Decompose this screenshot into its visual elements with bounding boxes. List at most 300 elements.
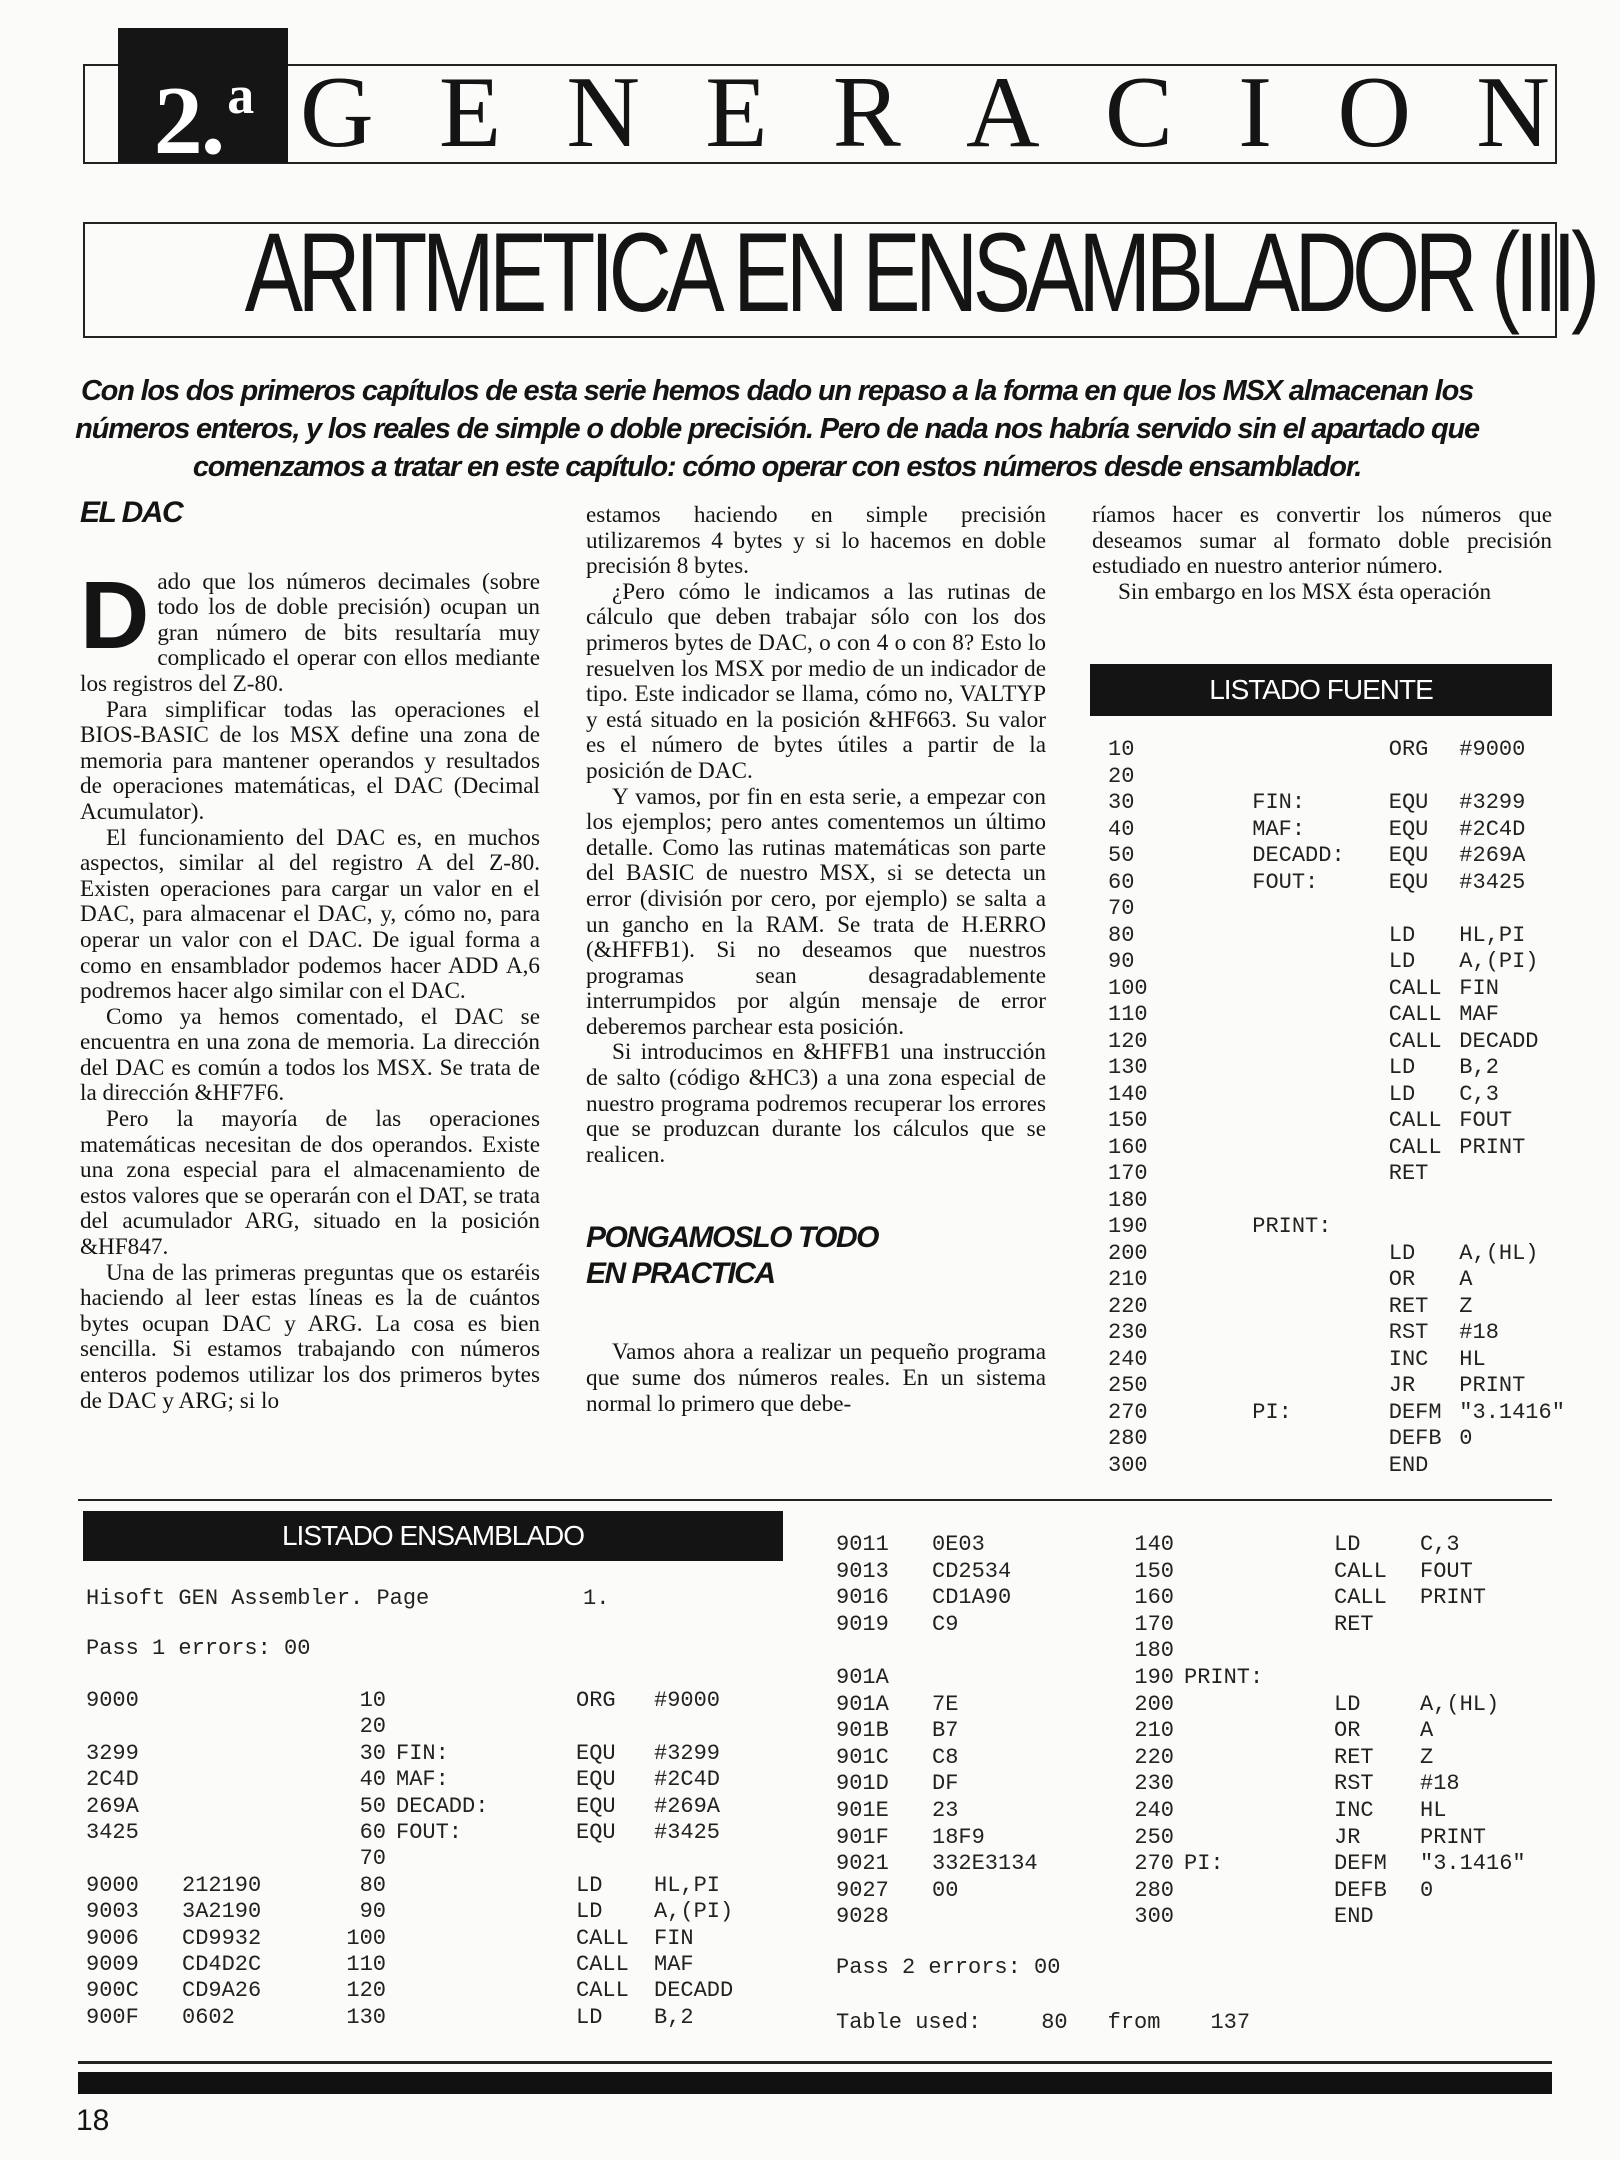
assembled-arg [1420,1638,1570,1665]
assembled-line [86,2005,774,2031]
assembled-code [182,1846,288,1872]
listing-line [1108,1320,1620,1347]
assembled-code [932,1638,1102,1665]
listing-line [1108,1400,1620,1427]
listing-label [1252,737,1389,764]
assembled-line-number: 140 [1134,1532,1174,1557]
assembled-label [1184,1825,1334,1852]
table-used-from: from [1107,2010,1161,2035]
listing-line-number: 170 [1108,1161,1148,1186]
generation-heading [300,58,1550,168]
listing-label [1252,1347,1389,1374]
assembled-arg [1420,1665,1570,1692]
assembled-line [86,1767,774,1793]
assembled-arg: 0 [1420,1877,1434,1903]
listing-line [1108,1161,1620,1188]
assembled-addr: 9013 [836,1558,889,1584]
listing-line [1108,923,1620,950]
listing-label [1252,1426,1389,1453]
assembled-op: LD [1334,1691,1361,1717]
assembled-arg [654,1846,774,1872]
assembled-line-number: 130 [346,2004,386,2030]
assembled-op: CALL [576,1978,629,2004]
section-divider [78,1499,1552,1501]
paragraph: ado que los números decimales (sobre todo los de doble precisión) ocupan un gran número de bits resultaría muy complicado el operar con ellos mediante los registros del Z-80. [80,568,540,697]
listing-op: LD [1388,949,1416,974]
drop-cap: D [80,561,150,669]
listing-arg: MAF [1459,1002,1499,1027]
pass1-errors: Pass 1 errors: 00 [86,1636,311,1661]
listing-arg: #9000 [1459,737,1526,762]
assembled-code: CD4D2C [182,1952,262,1978]
page-number: 18 [76,2104,110,2137]
listing-arg: A [1459,1267,1473,1292]
listing-arg: #2C4D [1459,816,1526,842]
assembled-addr [836,1638,932,1665]
assembled-listing-right [836,1532,1570,1931]
assembled-addr: 9000 [86,1688,139,1713]
assembled-line [86,1978,774,2004]
assembled-line [86,1820,774,1846]
listing-line [1108,1347,1620,1374]
listing-arg: FIN [1459,975,1499,1001]
assembled-addr: 9011 [836,1532,889,1557]
listing-line [1108,1453,1620,1480]
listado-ensamblado-title: LISTADO ENSAMBLADO [83,1511,783,1561]
generation-letter: I [1238,56,1273,169]
assembled-line [836,1878,1570,1905]
assembled-line [86,1714,774,1740]
assembled-op: INC [1334,1797,1374,1823]
listing-line-number: 240 [1108,1346,1148,1372]
assembled-line-number: 80 [359,1872,386,1898]
assembled-op [1334,1638,1420,1665]
assembled-line-number: 150 [1134,1558,1174,1584]
assembled-label [1184,1585,1334,1612]
assembled-arg: Z [1420,1744,1434,1770]
assembled-op: EQU [576,1767,616,1793]
listing-label [1252,1161,1389,1188]
listing-label [1252,1002,1389,1029]
listing-label: DECADD: [1252,843,1345,868]
assembled-arg: A,(PI) [654,1899,734,1925]
assembled-arg: A [1420,1718,1434,1744]
assembled-arg: PRINT [1420,1824,1487,1850]
listing-line [1108,949,1620,976]
assembled-addr: 901C [836,1744,889,1770]
assembled-addr: 901D [836,1771,889,1797]
assembled-op [1334,1665,1420,1692]
listing-line [1108,1241,1620,1268]
listing-line-number: 180 [1108,1187,1148,1213]
assembled-addr: 901A [836,1691,889,1717]
ordinal-superscript: a [227,65,253,125]
listing-arg: DECADD [1459,1028,1539,1054]
listing-arg [1459,1214,1620,1241]
listing-op [1389,1214,1460,1241]
listing-line-number: 100 [1108,975,1148,1001]
listing-op: DEFB [1388,1426,1442,1451]
assembled-op: LD [576,1899,603,1925]
assembled-code [182,1714,288,1740]
listing-label [1252,1055,1389,1082]
listing-label [1252,1294,1389,1321]
assembled-line-number: 240 [1134,1797,1174,1823]
assembled-listing-left [86,1688,774,2031]
table-used-label: Table used: [836,2010,982,2035]
listing-op [1389,764,1460,791]
assembled-op: CALL [1334,1585,1387,1611]
listing-line [1108,896,1620,923]
assembled-code: CD9A26 [182,1978,262,2004]
assembled-addr [86,1846,182,1872]
assembled-addr: 9016 [836,1585,889,1611]
listing-op: CALL [1388,1108,1442,1133]
assembled-line-number: 160 [1134,1585,1174,1611]
assembled-line-number: 300 [1134,1904,1174,1930]
section-heading-el-dac: EL DAC [80,496,183,529]
listing-op: LD [1388,1240,1416,1266]
listing-arg: PRINT [1459,1134,1526,1160]
table-used-value: 80 [1041,2010,1068,2035]
assembled-line [86,1873,774,1899]
assembled-label [1184,1638,1334,1665]
assembled-line [836,1904,1570,1931]
assembled-label [1184,1904,1334,1931]
listing-op: JR [1388,1373,1416,1398]
assembled-line-number: 50 [359,1793,386,1819]
listing-arg [1459,1161,1620,1188]
assembled-label: MAF: [396,1767,449,1793]
listing-line-number: 230 [1108,1320,1148,1345]
assembled-arg: #269A [654,1793,721,1819]
assembled-op: OR [1334,1718,1361,1744]
listing-op: RET [1388,1293,1429,1319]
assembled-op: ORG [576,1688,616,1713]
listing-arg [1459,764,1620,791]
assembled-line-number: 170 [1134,1611,1174,1637]
assembled-code: DF [932,1771,959,1797]
listing-label [1252,1453,1389,1480]
listing-label [1252,896,1389,923]
assembled-label [396,1952,576,1978]
assembled-label [1184,1559,1334,1586]
listing-line [1108,843,1620,870]
listing-line-number: 190 [1108,1214,1148,1239]
assembled-op: DEFB [1334,1877,1387,1903]
listing-line [1108,1055,1620,1082]
listing-op: ORG [1388,737,1429,762]
listing-op: LD [1388,1055,1416,1080]
table-used-total: 137 [1210,2010,1251,2035]
assembled-line [836,1825,1570,1852]
assembled-code [182,1767,288,1793]
listing-line [1108,737,1620,764]
assembled-line [86,1846,774,1872]
section-heading-line: EN PRACTICA [586,1257,775,1291]
listing-line-number: 210 [1108,1267,1148,1292]
assembled-line [836,1798,1570,1825]
assembled-line-number: 230 [1134,1771,1174,1797]
assembled-code: 7E [932,1691,959,1717]
table-used [836,2010,1250,2035]
paragraph: ¿Pero cómo le indicamos a las rutinas de cálculo que deben trabajar sólo con los dos primeros bytes de DAC, o con 4 o con 8? Esto lo resuelven los MSX por medio de un indicador de tipo. Este indicador se llama, cómo no, VALTYP y está situado en la posición &HF663. Su valor es el número de bytes útiles a partir de la posición de DAC. [586,578,1046,784]
assembled-line [86,1899,774,1925]
generation-letter: R [832,56,901,169]
listing-line-number: 280 [1108,1426,1148,1451]
assembled-op: CALL [576,1952,629,1978]
assembled-line [86,1688,774,1714]
listing-arg: PRINT [1459,1373,1526,1398]
listing-arg: A,(HL) [1459,1240,1539,1266]
listing-label [1252,1188,1389,1215]
assembled-addr: 9027 [836,1877,889,1903]
assembled-label [396,1926,576,1952]
assembled-line [836,1718,1570,1745]
listing-line-number: 90 [1108,949,1135,974]
assembled-arg: DECADD [654,1978,734,2004]
section-heading-line: PONGAMOSLO TODO [586,1221,878,1255]
assembled-code: 0602 [182,2004,235,2030]
listing-arg: Z [1459,1293,1473,1319]
listing-op: EQU [1388,843,1429,868]
listing-line-number: 300 [1108,1452,1148,1478]
generation-letter: E [705,56,768,169]
assembled-op: DEFM [1334,1851,1387,1877]
listing-line-number: 80 [1108,922,1135,948]
listing-arg: #3299 [1459,790,1526,815]
assembled-label [1184,1798,1334,1825]
listing-arg: #3425 [1459,869,1526,895]
assembled-addr: 269A [86,1793,139,1819]
assembled-addr: 9006 [86,1925,139,1951]
listing-line [1108,764,1620,791]
listing-line [1108,1108,1620,1135]
assembled-label [1184,1532,1334,1559]
assembled-line-number: 180 [1134,1638,1174,1664]
listing-label [1252,1320,1389,1347]
assembled-line-number: 100 [346,1925,386,1951]
listing-label [1252,1135,1389,1162]
assembled-line-number: 10 [359,1688,386,1713]
listing-line-number: 130 [1108,1055,1148,1080]
assembled-label: FOUT: [396,1820,463,1846]
listing-arg [1459,1188,1620,1215]
assembled-addr: 901B [836,1718,889,1744]
assembled-line-number: 110 [346,1952,386,1978]
assembled-addr: 901F [836,1824,889,1850]
assembled-op: EQU [576,1740,616,1766]
assembled-code [182,1688,288,1714]
listing-op: DEFM [1388,1399,1442,1425]
paragraph: Vamos ahora a realizar un pequeño programa que sume dos números reales. En un sistema normal lo primero que debe- [586,1339,1046,1417]
assembled-arg: #3425 [654,1820,721,1846]
paragraph: Sin embargo en los MSX ésta operación [1118,578,1492,605]
assembled-code [182,1820,288,1846]
listing-line [1108,1267,1620,1294]
assembled-code: 0E03 [932,1532,985,1557]
listing-op: CALL [1388,1002,1442,1027]
assembled-arg: B,2 [654,2004,694,2030]
assembled-op: EQU [576,1793,616,1819]
listing-arg: 0 [1459,1426,1473,1451]
column-3 [1092,503,1552,605]
listing-arg: B,2 [1459,1055,1499,1080]
listing-line [1108,790,1620,817]
assembled-line [836,1851,1570,1878]
assembled-addr: 9021 [836,1851,889,1877]
listing-arg: C,3 [1459,1081,1499,1107]
assembled-line [86,1741,774,1767]
paragraph: Si introducimos en &HFFB1 una instrucción de salto (código &HC3) a una zona especial de nuestro programa podremos recuperar los errores que se produzcan durante los cálculos que se realicen. [586,1039,1046,1168]
assembled-line [836,1559,1570,1586]
listing-label: MAF: [1252,816,1306,842]
assembled-op: LD [576,2004,603,2030]
assembled-op [576,1714,654,1740]
assembled-line-number: 280 [1134,1877,1174,1903]
assembled-line-number: 90 [359,1899,386,1925]
assembled-label [1184,1771,1334,1798]
section-heading-practica [586,1220,1046,1292]
assembled-label [1184,1612,1334,1639]
listing-line-number: 200 [1108,1240,1148,1266]
assembled-addr: 9009 [86,1952,139,1978]
assembled-line [86,1952,774,1978]
listing-line-number: 250 [1108,1373,1148,1398]
ordinal-number: 2. [153,67,224,175]
assembled-line-number: 210 [1134,1718,1174,1744]
assembled-op: LD [1334,1532,1361,1557]
assembled-code: 212190 [182,1872,262,1898]
listing-line-number: 10 [1108,737,1135,762]
listing-arg: A,(PI) [1459,949,1539,974]
listing-arg: FOUT [1459,1108,1513,1133]
assembled-arg: "3.1416" [1420,1851,1526,1877]
paragraph: Para simplificar todas las operaciones el BIOS-BASIC de los MSX define una zona de memoria para mantener operandos y resultados de operaciones matemáticas, el DAC (Decimal Acumulator). [80,696,540,825]
paragraph: Y vamos, por fin en esta serie, a empezar con los ejemplos; pero antes comentemos un último detalle. Como las rutinas matemáticas son parte del BASIC de nuestro MSX, si se detecta un error (división por cero, por ejemplo) se salta a un gancho en la RAM. Se trata de H.ERRO (&HFFB1). Si no deseamos que nuestros programas sean desagradablemente interrumpidos por algún mensaje de error deberemos parchear esta posición. [586,783,1046,1040]
listing-line-number: 40 [1108,816,1135,842]
assembled-addr: 9000 [86,1872,139,1898]
assembled-label [396,1688,576,1714]
listing-op: EQU [1388,869,1429,895]
assembled-line [836,1638,1570,1665]
assembled-line-number: 200 [1134,1691,1174,1717]
assembled-code [932,1904,1102,1931]
assembled-arg: #3299 [654,1740,721,1766]
assembler-header-text: Hisoft GEN Assembler. Page [86,1586,430,1611]
assembled-line [86,1926,774,1952]
assembled-line [836,1665,1570,1692]
assembled-code [182,1741,288,1767]
assembled-label [1184,1745,1334,1772]
assembled-code: 23 [932,1797,959,1823]
listing-line [1108,1426,1620,1453]
assembled-line-number: 220 [1134,1744,1174,1770]
listing-line [1108,870,1620,897]
assembler-page: 1. [583,1586,610,1611]
assembled-op [576,1846,654,1872]
listing-line-number: 140 [1108,1081,1148,1107]
assembled-arg [1420,1612,1570,1639]
assembled-line-number: 70 [359,1846,386,1872]
paragraph: Como ya hemos comentado, el DAC se encuentra en una zona de memoria. La dirección del DAC es común a todos los MSX. Se trata de la dirección &HF7F6. [80,1003,540,1107]
listing-label [1252,764,1389,791]
assembled-addr: 3299 [86,1740,139,1766]
assembled-arg: FIN [654,1925,694,1951]
listing-label [1252,1029,1389,1056]
listing-arg: "3.1416" [1459,1399,1565,1425]
listing-line-number: 150 [1108,1108,1148,1133]
listing-op: RET [1388,1161,1429,1186]
assembled-label [1184,1718,1334,1745]
listing-label: FIN: [1252,790,1306,815]
assembled-line-number: 40 [359,1767,386,1793]
assembled-addr: 9019 [836,1611,889,1637]
assembled-arg [1420,1904,1570,1931]
listing-label [1252,923,1389,950]
listing-op: INC [1388,1346,1429,1372]
assembled-code: 00 [932,1877,959,1903]
assembled-code [182,1794,288,1820]
assembled-op: RST [1334,1771,1374,1797]
assembled-op: END [1334,1904,1374,1930]
assembled-line-number: 270 [1134,1851,1174,1877]
assembled-line [836,1532,1570,1559]
assembled-label [1184,1878,1334,1905]
paragraph: estamos haciendo en simple precisión utilizaremos 4 bytes y si lo hacemos en doble precisión 8 bytes. [586,502,1046,580]
listing-op: RST [1388,1320,1429,1345]
assembled-line-number: 60 [359,1820,386,1846]
listing-op: END [1388,1452,1429,1478]
assembled-line-number: 20 [359,1714,386,1740]
assembled-code: CD2534 [932,1558,1012,1584]
listing-label [1252,1267,1389,1294]
listing-line-number: 270 [1108,1399,1148,1425]
assembled-arg: FOUT [1420,1558,1473,1584]
generation-letter: A [966,56,1040,169]
listing-label [1252,1082,1389,1109]
lead-paragraph: Con los dos primeros capítulos de esta serie hemos dado un repaso a la forma en que los MSX almacenan los números enteros, y los reales de simple o doble precisión. Pero de nada nos habría servido sin el apartado que comenzamos a tratar en este capítulo: cómo operar con estos números desde ensamblador. [75,375,1479,483]
listing-label [1252,976,1389,1003]
listing-line [1108,976,1620,1003]
assembled-addr: 2C4D [86,1767,139,1793]
assembled-op: CALL [1334,1558,1387,1584]
assembled-op: CALL [576,1925,629,1951]
listing-op: EQU [1388,816,1429,842]
generation-letter: N [566,56,641,169]
generation-letter: N [1476,56,1550,169]
listing-line-number: 220 [1108,1293,1148,1319]
listing-op [1389,1188,1460,1215]
assembled-code: B7 [932,1718,959,1744]
listing-arg: #269A [1459,843,1526,868]
assembled-code: CD9932 [182,1925,262,1951]
assembled-arg: C,3 [1420,1532,1460,1557]
series-ordinal-badge [118,28,288,175]
footer-rule-thin [78,2061,1552,2064]
listing-line-number: 30 [1108,790,1135,815]
listado-fuente-table [1108,737,1620,1479]
assembled-arg [654,1714,774,1740]
assembled-addr: 9028 [836,1904,889,1930]
generation-letter: O [1337,56,1411,169]
listado-fuente-title: LISTADO FUENTE [1090,664,1552,716]
assembled-addr [86,1714,182,1740]
listing-arg: #18 [1459,1320,1499,1345]
listing-op: CALL [1388,975,1442,1001]
listing-line [1108,1214,1620,1241]
assembled-arg: A,(HL) [1420,1691,1500,1717]
